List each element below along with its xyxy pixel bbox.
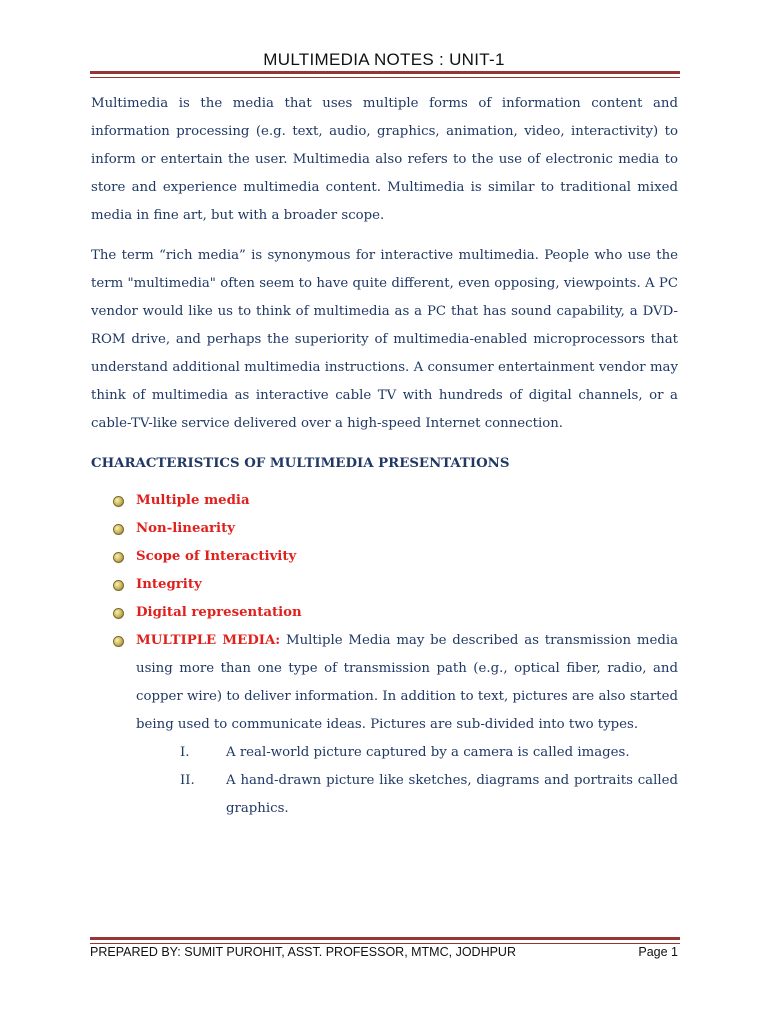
bullet-label: Scope of Interactivity: [136, 549, 297, 564]
bullet-label: Multiple media: [136, 493, 250, 508]
bullet-icon: [113, 636, 124, 647]
header-divider-thin: [90, 77, 680, 78]
list-item: [91, 515, 678, 543]
list-item-description: [91, 627, 678, 823]
paragraph-intro: Multimedia is the media that uses multiple forms of information content and information processing (e.g. text, audio, graphics, animation, video, interactivity) to inform or entertain the user. Multimedia also refers to the use of electronic media to store and experience multimedia content. Multimedia is similar to traditional mixed media in fine art, but with a broader scope.: [91, 96, 678, 223]
page-body: [91, 90, 678, 823]
bullet-label: Non-linearity: [136, 521, 235, 536]
roman-numeral: I.: [180, 745, 190, 760]
bullet-icon: [113, 580, 124, 591]
bullet-icon: [113, 496, 124, 507]
picture-types-list: [136, 739, 678, 823]
header-divider-thick: [90, 71, 680, 74]
bullet-icon: [113, 608, 124, 619]
list-item: [91, 599, 678, 627]
bullet-icon: [113, 524, 124, 535]
section-heading: CHARACTERISTICS OF MULTIMEDIA PRESENTATIONS: [91, 456, 510, 471]
description-text: Multiple Media may be described as transmission media using more than one type of transmission path (e.g., optical fiber, radio, and copper wire) to deliver information. In addition to text, pictures are also started being used to communicate ideas. Pictures are sub-divided into two types.: [136, 633, 679, 732]
bullet-icon: [113, 552, 124, 563]
bullet-label: Digital representation: [136, 605, 302, 620]
subitem-text: A hand-drawn picture like sketches, diagrams and portraits called graphics.: [226, 773, 678, 816]
list-item: [91, 571, 678, 599]
list-item: [91, 487, 678, 515]
list-item: [136, 739, 678, 767]
roman-numeral: II.: [180, 773, 195, 788]
bullet-label: Integrity: [136, 577, 202, 592]
footer-divider-thick: [90, 937, 680, 940]
paragraph-rich-media: The term “rich media” is synonymous for interactive multimedia. People who use the term "multimedia" often seem to have quite different, even opposing, viewpoints. A PC vendor would like us to think of multimedia as a PC that has sound capability, a DVD-ROM drive, and perhaps the superiority of multimedia-enabled microprocessors that understand additional multimedia instructions. A consumer entertainment vendor may think of multimedia as interactive cable TV with hundreds of digital channels, or a cable-TV-like service delivered over a high-speed Internet connection.: [91, 248, 678, 431]
footer-divider-thin: [90, 943, 680, 944]
list-item: [91, 543, 678, 571]
characteristics-list: [91, 487, 678, 823]
page-header-title: MULTIMEDIA NOTES : UNIT-1: [263, 50, 505, 69]
description-label: MULTIPLE MEDIA:: [136, 633, 281, 648]
list-item: [136, 767, 678, 823]
footer-author: PREPARED BY: SUMIT PUROHIT, ASST. PROFESSOR, MTMC, JODHPUR: [90, 945, 516, 959]
page-number: Page 1: [638, 945, 678, 959]
subitem-text: A real-world picture captured by a camera is called images.: [226, 745, 630, 760]
